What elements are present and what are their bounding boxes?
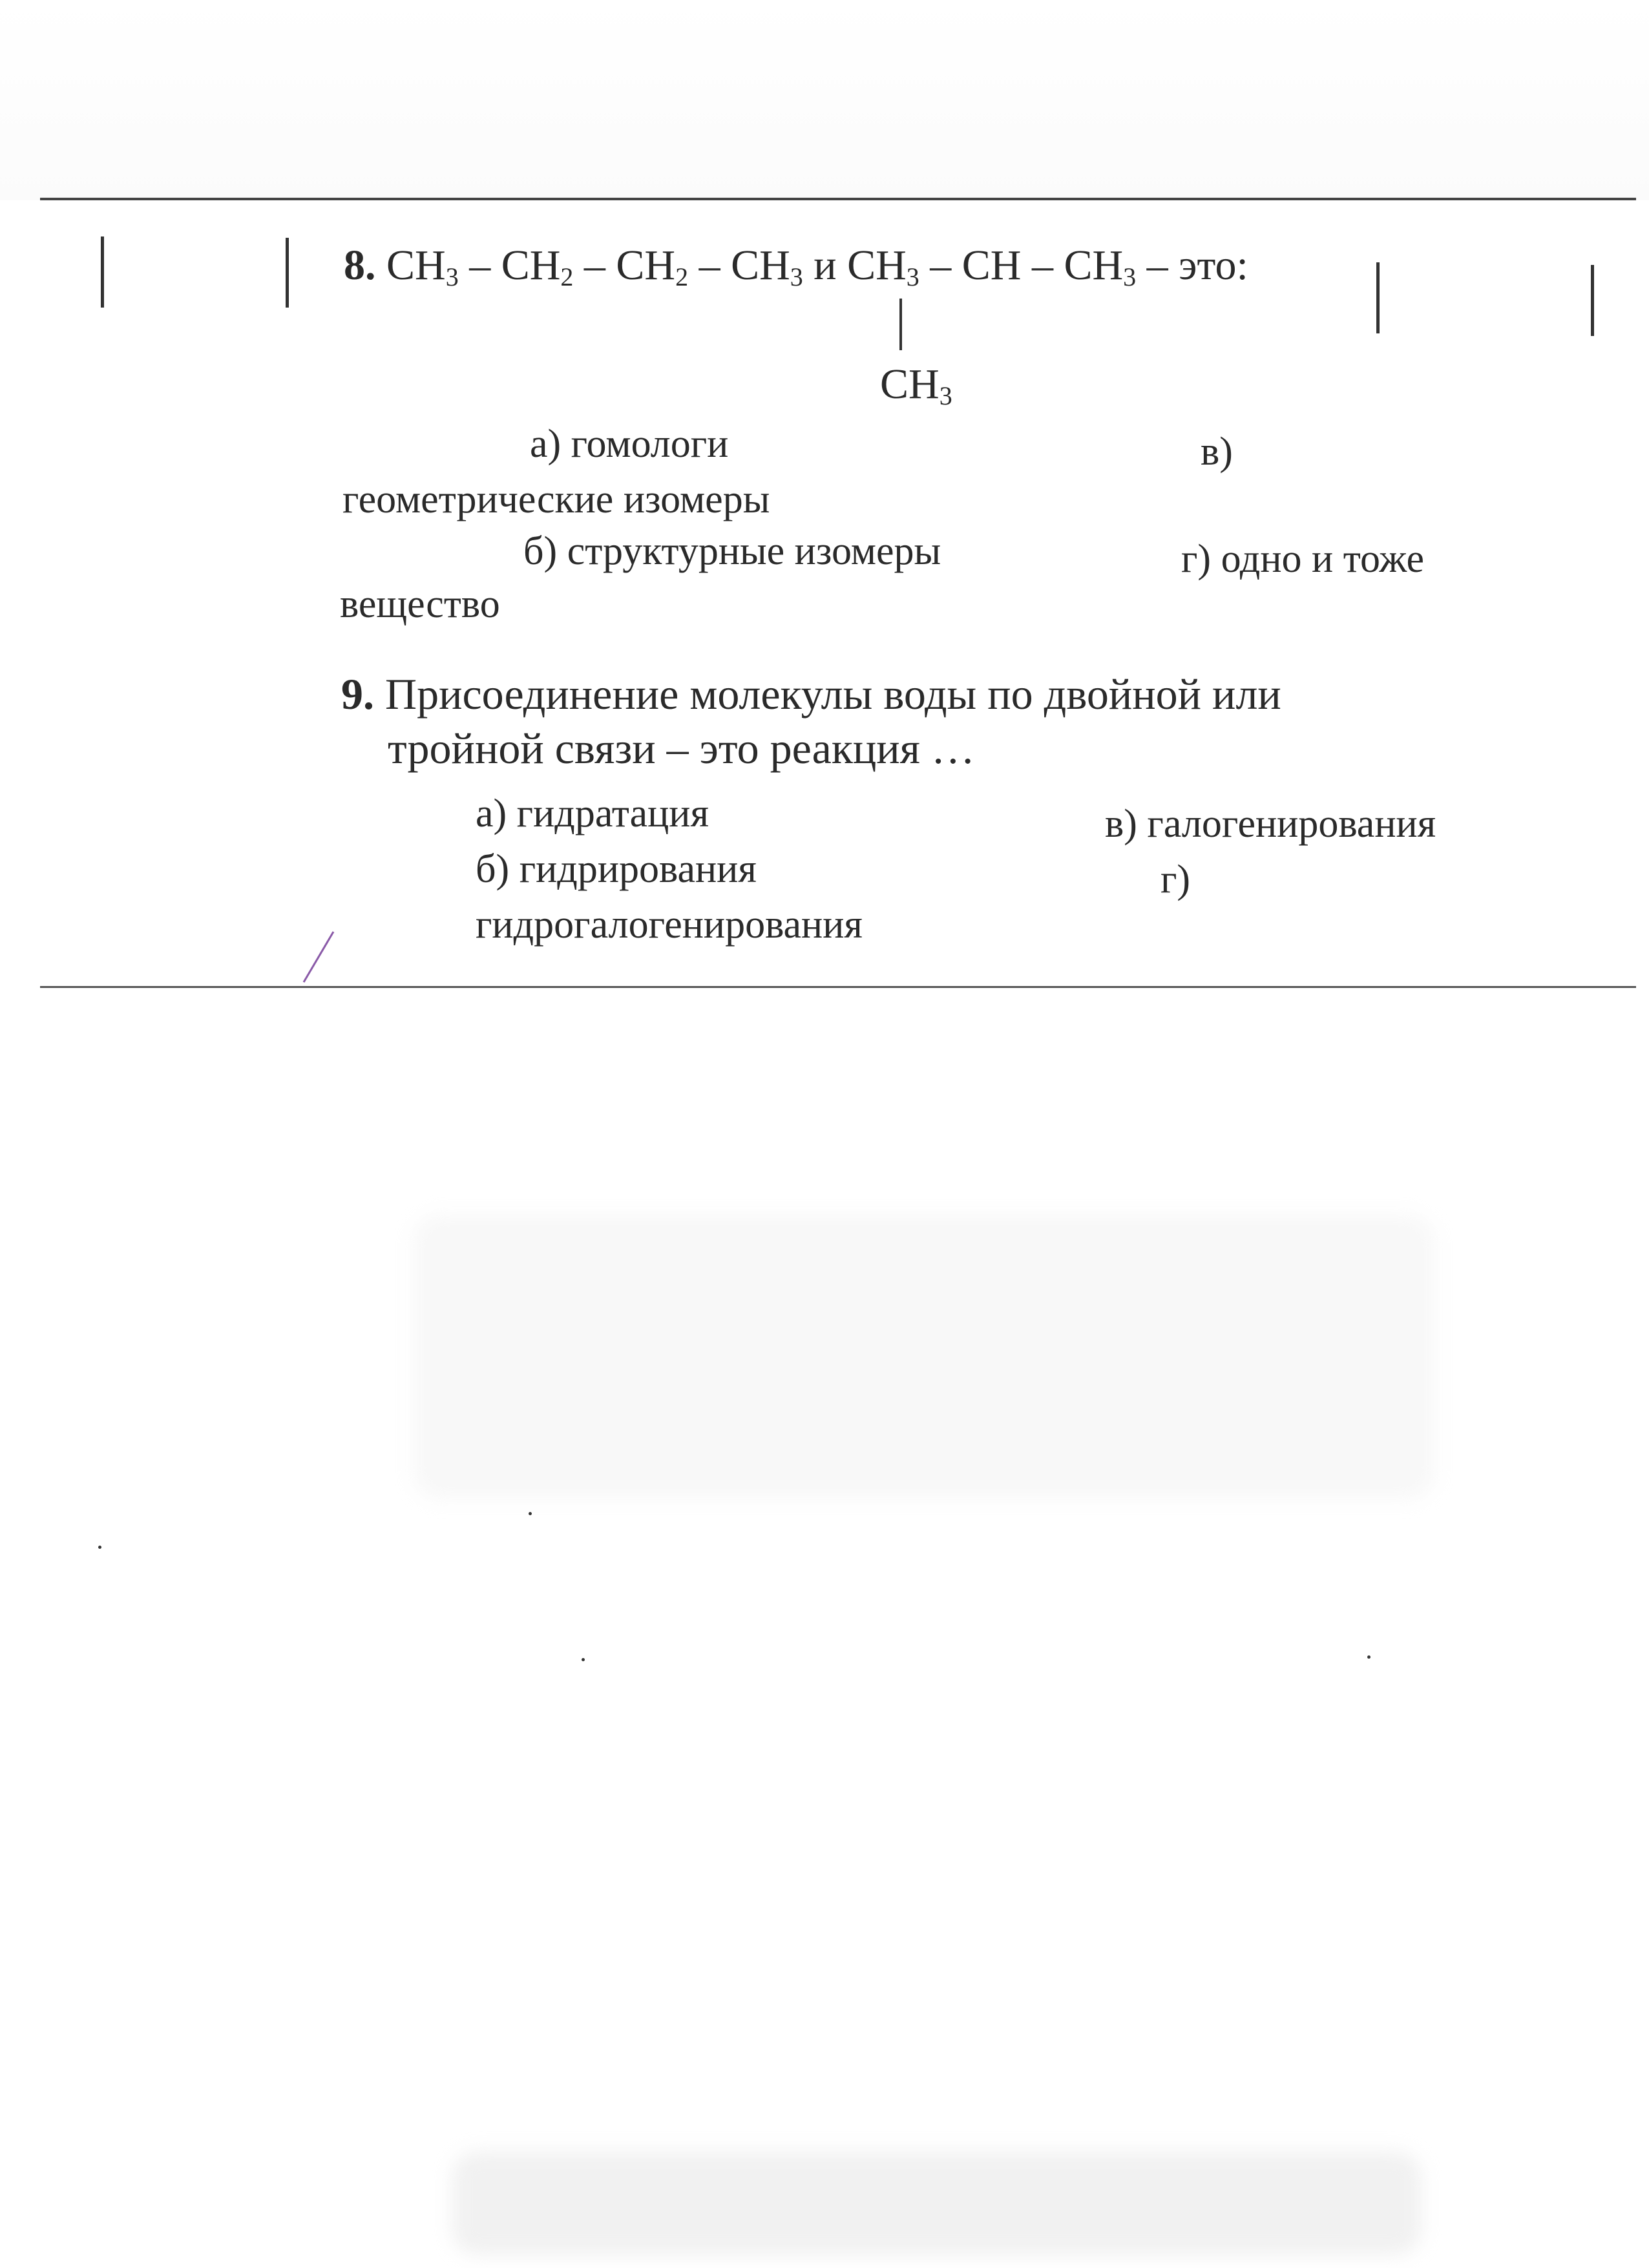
scan-speck <box>529 1512 532 1515</box>
margin-bar-right-inner <box>1376 262 1380 333</box>
formula-butane: $CH_3 - CH_2 - CH_2 - CH_3$ <box>386 242 803 291</box>
test-clipping <box>40 198 1636 988</box>
scan-speck <box>1367 1655 1371 1659</box>
question-9-number: 9. <box>341 669 374 719</box>
scan-top-margin <box>0 0 1649 200</box>
question-9-option-a: а) гидратация <box>476 792 709 835</box>
formula-conjunction: и <box>814 242 848 289</box>
margin-bar-left-inner <box>286 238 289 308</box>
scan-show-through <box>414 1215 1434 1499</box>
pen-stroke-mark <box>295 928 346 986</box>
question-9-option-g-text: гидрогалогенирования <box>476 903 863 947</box>
margin-bar-right-outer <box>1591 265 1594 336</box>
question-9-option-v: в) галогенирования <box>1105 802 1436 846</box>
question-8-option-b: б) структурные изомеры <box>523 529 941 573</box>
question-8-formula <box>344 242 1248 291</box>
question-8-option-v-label: в) <box>1201 430 1233 474</box>
question-9-option-b: б) гидрирования <box>476 847 757 891</box>
question-8-number: 8. <box>344 242 376 289</box>
branch-bond-line <box>899 299 902 350</box>
question-9-text-line2: тройной связи – это реакция … <box>388 724 975 773</box>
question-8-option-a: а) гомологи <box>530 422 729 466</box>
formula-isobutane: $CH_3$ – CH – $CH_3$ – это: <box>847 242 1248 291</box>
question-8-option-g-text: вещество <box>340 582 500 626</box>
scan-speck <box>98 1546 101 1549</box>
formula-branch-methyl: $CH_3$ <box>880 361 952 410</box>
question-9-option-g-label: г) <box>1161 857 1191 901</box>
question-8-option-g-label: г) одно и тоже <box>1181 537 1424 581</box>
margin-bar-left-outer <box>101 236 104 308</box>
scan-speck <box>582 1658 585 1661</box>
question-9-text-line1: 9. Присоединение молекулы воды по двойной или <box>341 669 1281 719</box>
question-8-option-v-text: геометрические изомеры <box>342 478 770 521</box>
scan-show-through-bottom <box>452 2152 1422 2255</box>
